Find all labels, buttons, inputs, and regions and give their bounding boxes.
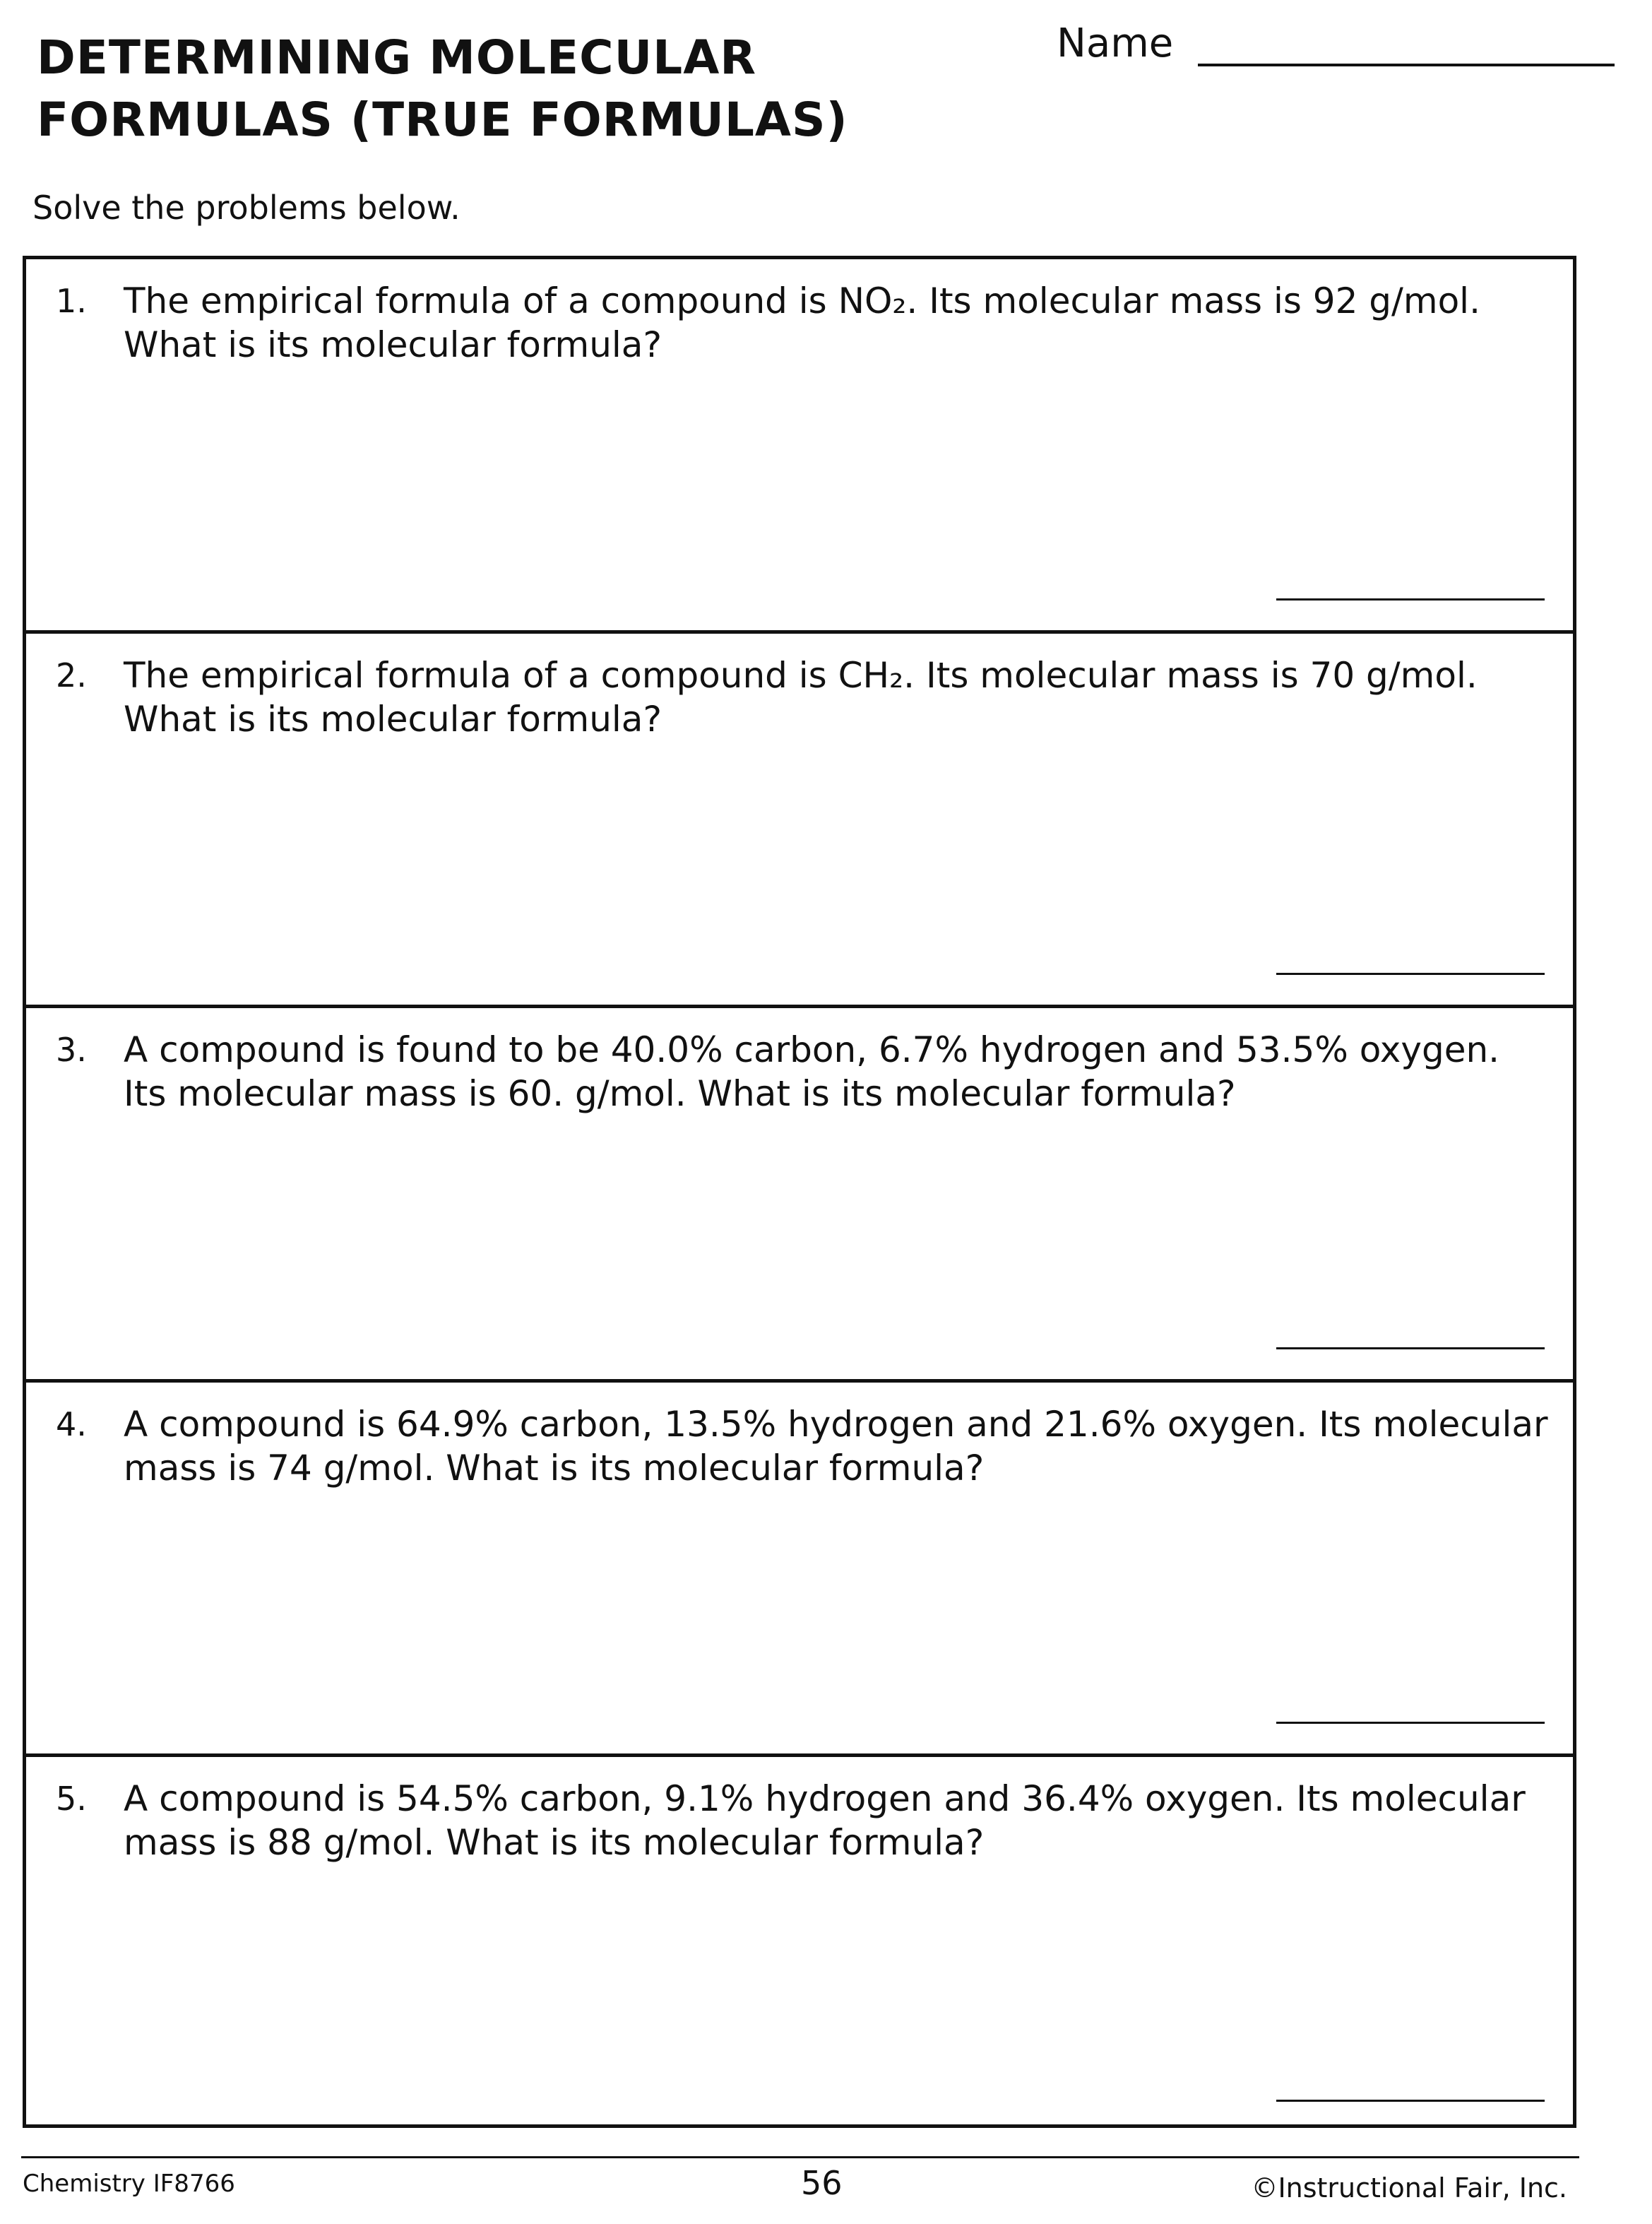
problem-2 <box>26 634 1573 1008</box>
problem-5 <box>26 1757 1573 2131</box>
question-line-1: A compound is 54.5% carbon, 9.1% hydrogen and 36.4% oxygen. Its molecular <box>124 1778 1526 1819</box>
problem-number: 2. <box>56 656 87 694</box>
problems-box <box>23 256 1576 2128</box>
question-line-1: The empirical formula of a compound is NO₂. Its molecular mass is 92 g/mol. <box>124 280 1480 321</box>
answer-blank-line[interactable] <box>1276 1347 1545 1349</box>
problem-number: 4. <box>56 1405 87 1443</box>
instructions: Solve the problems below. <box>32 189 460 227</box>
answer-blank-line[interactable] <box>1276 1722 1545 1724</box>
question-line-2: Its molecular mass is 60. g/mol. What is its molecular formula? <box>124 1073 1236 1114</box>
question-line-1: A compound is 64.9% carbon, 13.5% hydrogen and 21.6% oxygen. Its molecular <box>124 1404 1548 1445</box>
page-title <box>37 27 955 151</box>
name-field <box>1057 16 1622 72</box>
problem-number: 1. <box>56 282 87 320</box>
title-line-2: FORMULAS (TRUE FORMULAS) <box>37 93 848 147</box>
problem-1 <box>26 259 1573 634</box>
footer-copyright: ©Instructional Fair, Inc. <box>1251 2172 1567 2204</box>
problem-question <box>124 1028 1536 1116</box>
question-line-2: What is its molecular formula? <box>124 699 662 740</box>
problem-4 <box>26 1383 1573 1757</box>
question-line-2: mass is 74 g/mol. What is its molecular formula? <box>124 1448 985 1489</box>
footer-book-code: Chemistry IF8766 <box>23 2170 235 2198</box>
problem-question <box>124 653 1536 741</box>
question-line-1: A compound is found to be 40.0% carbon, 6.7% hydrogen and 53.5% oxygen. <box>124 1029 1500 1070</box>
name-blank-line[interactable] <box>1198 64 1615 66</box>
page-number: 56 <box>801 2164 843 2202</box>
question-line-2: What is its molecular formula? <box>124 324 662 365</box>
title-line-1: DETERMINING MOLECULAR <box>37 30 757 85</box>
question-line-1: The empirical formula of a compound is CH₂. Its molecular mass is 70 g/mol. <box>124 655 1478 696</box>
name-label: Name <box>1057 20 1174 66</box>
question-line-2: mass is 88 g/mol. What is its molecular formula? <box>124 1822 985 1863</box>
problem-3 <box>26 1008 1573 1383</box>
footer-divider <box>21 2156 1579 2158</box>
answer-blank-line[interactable] <box>1276 2100 1545 2102</box>
problem-question <box>124 1402 1548 1490</box>
answer-blank-line[interactable] <box>1276 973 1545 975</box>
problem-number: 5. <box>56 1780 87 1818</box>
problem-question <box>124 1777 1536 1864</box>
problem-question <box>124 279 1536 367</box>
answer-blank-line[interactable] <box>1276 598 1545 601</box>
problem-number: 3. <box>56 1031 87 1069</box>
